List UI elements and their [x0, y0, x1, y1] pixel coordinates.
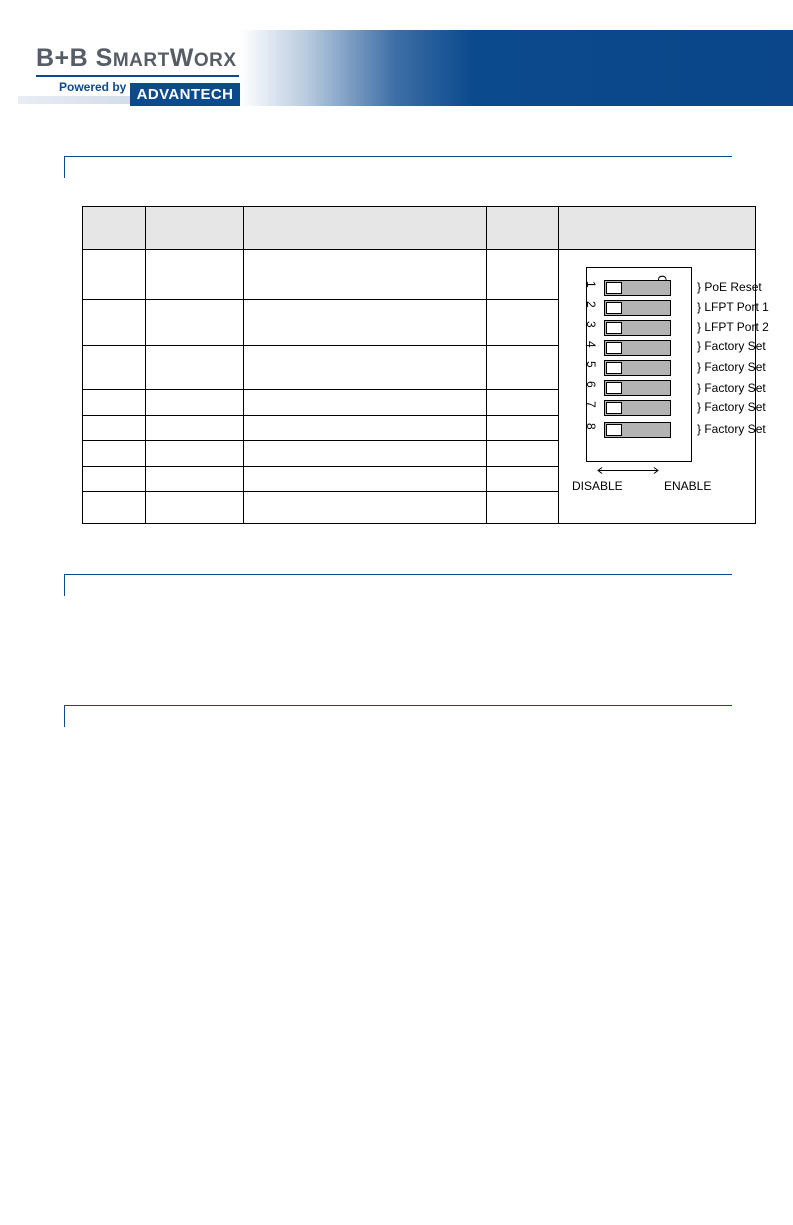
switch-number: 2	[584, 301, 598, 308]
table-cell	[83, 441, 146, 467]
table-cell	[487, 390, 559, 416]
table-cell	[244, 441, 487, 467]
logo-shadow	[18, 96, 130, 104]
table-cell	[487, 300, 559, 346]
advantech-logo: ADVANTECH	[130, 83, 240, 106]
switch-label: } Factory Set	[697, 400, 766, 414]
switch-knob	[606, 322, 622, 334]
switch-label: } Factory Set	[697, 381, 766, 395]
switch-slot	[604, 280, 671, 296]
switch-slot	[604, 360, 671, 376]
powered-by-label: Powered by	[59, 80, 127, 94]
table-cell	[146, 346, 244, 390]
switch-slot	[604, 340, 671, 356]
header-banner	[0, 0, 793, 108]
table-cell	[487, 492, 559, 524]
switch-knob	[606, 402, 622, 414]
table-cell	[244, 416, 487, 441]
switch-number: 6	[584, 381, 598, 388]
switch-label: } Factory Set	[697, 422, 766, 436]
table-cell	[146, 467, 244, 492]
table-cell	[146, 492, 244, 524]
switch-slot	[604, 422, 671, 438]
table-header-cell	[244, 207, 487, 250]
switch-label: } Factory Set	[697, 360, 766, 374]
switch-knob	[606, 362, 622, 374]
table-cell	[83, 467, 146, 492]
switch-knob	[606, 342, 622, 354]
enable-label: ENABLE	[664, 479, 712, 493]
table-cell	[146, 390, 244, 416]
switch-label: } LFPT Port 1	[697, 300, 769, 314]
brand-logo: B+B SMARTWORX	[36, 44, 237, 72]
switch-knob	[606, 382, 622, 394]
table-row	[83, 250, 756, 300]
table-cell	[83, 390, 146, 416]
switch-slot	[604, 320, 671, 336]
switch-number: 4	[584, 341, 598, 348]
table-cell	[244, 467, 487, 492]
double-arrow-icon	[596, 466, 660, 475]
table-cell	[83, 416, 146, 441]
table-header-cell	[146, 207, 244, 250]
disable-label: DISABLE	[572, 479, 623, 493]
switch-knob	[606, 302, 622, 314]
dip-switch-table	[82, 206, 769, 524]
switch-slot	[604, 300, 671, 316]
table-cell	[146, 416, 244, 441]
dip-switch-figure-cell	[559, 250, 769, 524]
table-cell	[244, 492, 487, 524]
table-cell	[244, 346, 487, 390]
table-cell	[83, 346, 146, 390]
switch-number: 1	[584, 281, 598, 288]
switch-number: 8	[584, 423, 598, 430]
table-cell	[146, 441, 244, 467]
table-header-cell	[83, 207, 146, 250]
table-cell	[244, 250, 487, 300]
switch-slot	[604, 400, 671, 416]
switch-label: } Factory Set	[697, 339, 766, 353]
switch-label: } PoE Reset	[697, 280, 762, 294]
section-header-rule-1	[64, 156, 732, 178]
logo-rule	[36, 75, 239, 77]
table-cell	[487, 250, 559, 300]
table-cell	[487, 441, 559, 467]
switch-number: 7	[584, 401, 598, 408]
table-cell	[487, 416, 559, 441]
switch-label: } LFPT Port 2	[697, 320, 769, 334]
switch-knob	[606, 424, 622, 436]
table-cell	[83, 300, 146, 346]
table-cell	[487, 467, 559, 492]
table-cell	[146, 250, 244, 300]
table-header-cell	[487, 207, 559, 250]
dip-switch-diagram	[572, 267, 769, 520]
table-cell	[244, 300, 487, 346]
header-gradient-bar	[240, 30, 793, 106]
table-cell	[83, 250, 146, 300]
switch-slot	[604, 380, 671, 396]
table-cell	[487, 346, 559, 390]
section-header-rule-2	[64, 574, 732, 596]
switch-number: 3	[584, 321, 598, 328]
table-header-cell	[559, 207, 756, 250]
switch-knob	[606, 282, 622, 294]
switch-number: 5	[584, 361, 598, 368]
table-header-row	[83, 207, 756, 250]
section-header-rule-3	[64, 705, 732, 727]
table-cell	[146, 300, 244, 346]
table-cell	[83, 492, 146, 524]
table-cell	[244, 390, 487, 416]
